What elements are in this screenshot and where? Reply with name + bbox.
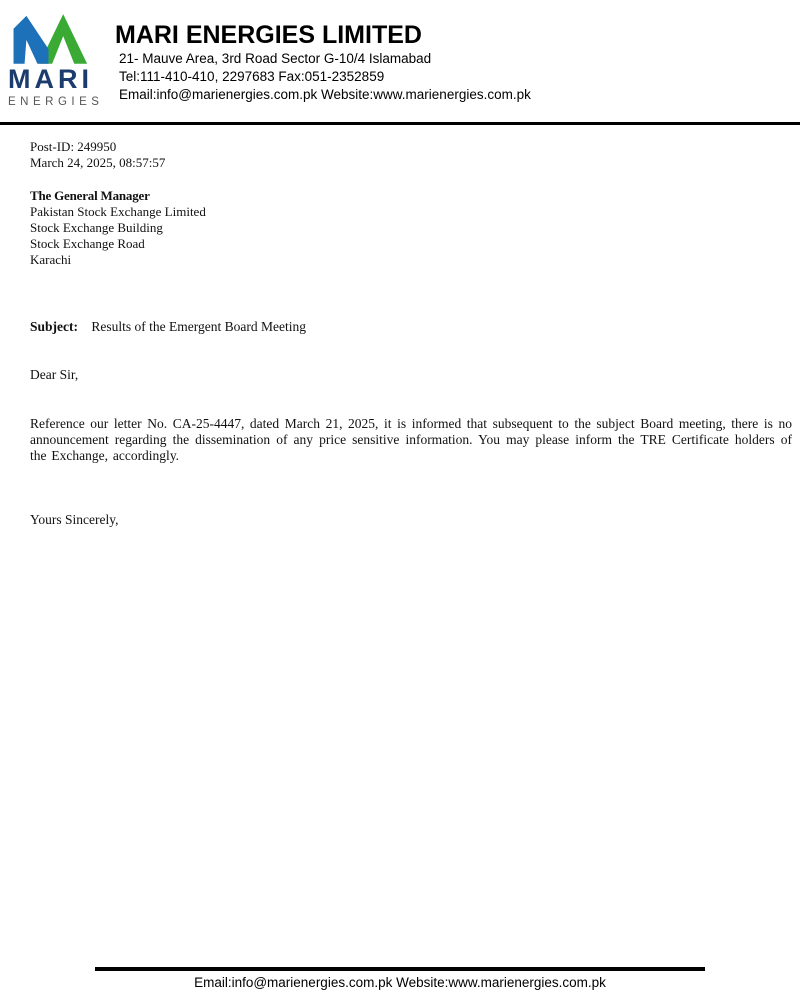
closing: Yours Sincerely,: [30, 512, 119, 527]
post-id: Post-ID: 249950: [30, 139, 117, 154]
company-tel-fax: Tel:111-410-410, 2297683 Fax:051-2352859: [119, 68, 385, 84]
recipient-address: [30, 188, 206, 268]
company-address: 21- Mauve Area, 3rd Road Sector G-10/4 Islamabad: [119, 50, 432, 66]
letter-body: Reference our letter No. CA-25-4447, dated March 21, 2025, it is informed that subsequent to the subject Board meeting, there is no announcement regarding the dissemination of any price sensitive information. You may please inform the TRE Certificate holders of the Exchange, accordingly.: [30, 416, 792, 463]
company-email-website: Email:info@marienergies.com.pk Website:www.marienergies.com.pk: [119, 86, 531, 102]
header-divider: [0, 122, 800, 125]
logo-wordmark: MARI: [8, 64, 93, 94]
footer: [0, 967, 800, 990]
company-name: MARI ENERGIES LIMITED: [115, 21, 422, 49]
subject-text: Results of the Emergent Board Meeting: [91, 319, 306, 334]
recipient-title: The General Manager: [30, 188, 150, 203]
footer-email-website: Email:info@marienergies.com.pk Website:www.marienergies.com.pk: [194, 975, 606, 990]
letterhead: [0, 0, 800, 122]
recipient-line: Stock Exchange Road: [30, 236, 145, 251]
salutation: Dear Sir,: [30, 367, 79, 382]
subject-label: Subject:: [30, 319, 78, 334]
footer-divider: [95, 967, 705, 971]
date-time: March 24, 2025, 08:57:57: [30, 155, 166, 170]
company-logo: [8, 12, 108, 108]
subject-line: [30, 319, 306, 335]
letterhead-text: [115, 22, 531, 104]
document-meta: [30, 139, 165, 171]
logo-subwordmark: ENERGIES: [8, 96, 104, 108]
recipient-line: Pakistan Stock Exchange Limited: [30, 204, 206, 219]
recipient-line: Stock Exchange Building: [30, 220, 163, 235]
mari-logo-icon: [8, 12, 100, 64]
recipient-line: Karachi: [30, 252, 72, 267]
